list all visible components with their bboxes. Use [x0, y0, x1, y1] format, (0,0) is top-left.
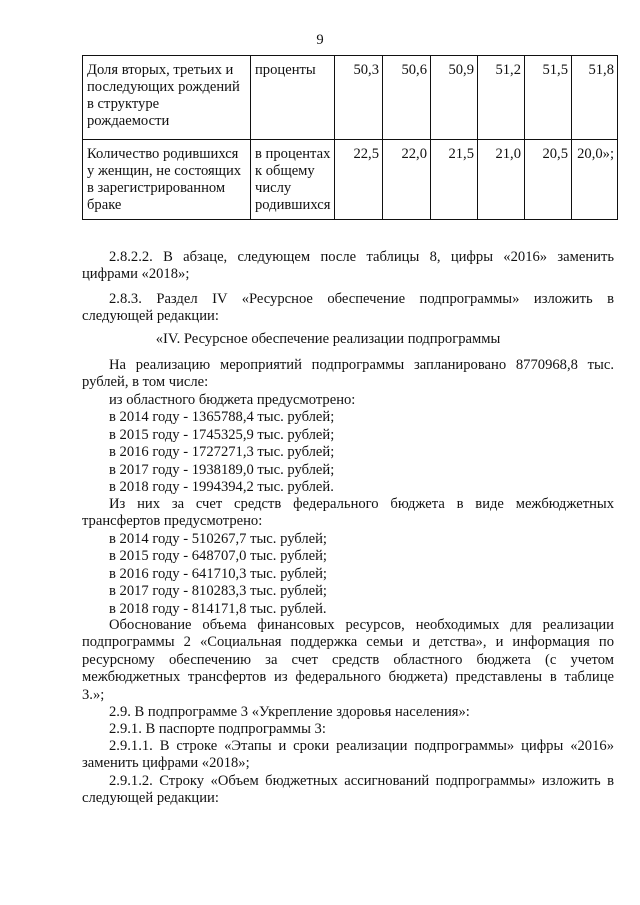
paragraph-2-9-1-2 — [82, 773, 614, 808]
cell-line: проценты — [255, 62, 316, 78]
paragraph-federal — [82, 496, 614, 531]
text-line: 2.9.1.2. Строку «Объем бюджетных ассигнований подпрограммы» изложить в — [109, 773, 614, 789]
list-item: в 2015 году - 648707,0 тыс. рублей; — [109, 548, 327, 565]
list-item: в 2016 году - 1727271,3 тыс. рублей; — [109, 444, 335, 461]
value-cell: 51,2 — [478, 56, 525, 140]
paragraph-2-9-1: 2.9.1. В паспорте подпрограммы 3: — [109, 721, 326, 737]
text-line: следующей редакции: — [82, 790, 219, 807]
text-line: следующей редакции: — [82, 308, 219, 325]
value-cell: 51,5 — [525, 56, 572, 140]
paragraph-2-8-3 — [82, 291, 614, 326]
indicator-cell — [83, 56, 251, 140]
table-row — [83, 56, 618, 140]
value-cell: 50,9 — [431, 56, 478, 140]
text-line: трансфертов предусмотрено: — [82, 513, 263, 530]
text-line: заменить цифрами «2018»; — [82, 755, 250, 772]
text-line: Обоснование объема финансовых ресурсов, необходимых для реализации — [109, 617, 614, 633]
value-cell: 51,8 — [572, 56, 618, 140]
text-line: подпрограммы 2 «Социальная поддержка семьи и детства», и информация по — [82, 634, 614, 651]
value-cell: 50,6 — [383, 56, 431, 140]
text-line: рублей, в том числе: — [82, 374, 209, 391]
cell-line: к общему — [255, 163, 315, 179]
value-cell: 22,5 — [335, 140, 383, 220]
value-cell: 22,0 — [383, 140, 431, 220]
section-heading: «IV. Ресурсное обеспечение реализации подпрограммы — [155, 331, 501, 347]
paragraph-2-9-1-1 — [82, 738, 614, 773]
list-item: в 2018 году - 814171,8 тыс. рублей. — [109, 600, 327, 617]
cell-line: браке — [87, 197, 122, 213]
cell-line: числу — [255, 180, 292, 196]
paragraph-justification — [82, 617, 614, 704]
cell-line: рождаемости — [87, 113, 170, 129]
value-cell: 21,0 — [478, 140, 525, 220]
cell-line: последующих рождений — [87, 79, 240, 95]
text-line: Из них за счет средств федерального бюджета в виде межбюджетных — [109, 496, 614, 512]
text-line: цифрами «2018»; — [82, 266, 190, 283]
value-cell: 21,5 — [431, 140, 478, 220]
cell-line: в процентах — [255, 146, 331, 162]
value-cell: 20,0»; — [572, 140, 618, 220]
table-row — [83, 140, 618, 220]
list-item: в 2017 году - 1938189,0 тыс. рублей; — [109, 461, 335, 478]
list-item: в 2015 году - 1745325,9 тыс. рублей; — [109, 426, 335, 443]
cell-line: в структуре — [87, 96, 160, 112]
text-line: 2.9.1.1. В строке «Этапы и сроки реализации подпрограммы» цифры «2016» — [109, 738, 614, 754]
cell-line: в зарегистрированном — [87, 180, 226, 196]
list-item: в 2014 году - 510267,7 тыс. рублей; — [109, 531, 327, 547]
text-line: ресурсному обеспечению за счет средств областного бюджета (с учетом — [82, 651, 614, 668]
federal-budget-list — [109, 531, 614, 618]
regional-budget-list — [109, 392, 614, 496]
value-cell: 20,5 — [525, 140, 572, 220]
cell-line: Количество родившихся — [87, 146, 239, 162]
text-line: 2.8.2.2. В абзаце, следующем после таблицы 8, цифры «2016» заменить — [109, 249, 614, 265]
page-number: 9 — [316, 32, 324, 48]
cell-line: Доля вторых, третьих и — [87, 62, 234, 78]
unit-cell — [251, 56, 335, 140]
cell-line: родившихся — [255, 197, 331, 213]
text-line: межбюджетных трансфертов из федерального бюджета) представлены в таблице — [82, 669, 614, 686]
indicator-cell — [83, 140, 251, 220]
paragraph-total — [82, 357, 614, 392]
value-cell: 50,3 — [335, 56, 383, 140]
indicator-table — [82, 55, 618, 220]
text-line: На реализацию мероприятий подпрограммы запланировано 8770968,8 тыс. — [109, 357, 614, 373]
paragraph-2-8-2-2 — [82, 249, 614, 284]
paragraph-2-9: 2.9. В подпрограмме 3 «Укрепление здоровья населения»: — [109, 704, 470, 720]
list-item: в 2018 году - 1994394,2 тыс. рублей. — [109, 479, 334, 496]
list-intro: из областного бюджета предусмотрено: — [109, 392, 356, 408]
text-line: 3.»; — [82, 686, 105, 703]
list-item: в 2014 году - 1365788,4 тыс. рублей; — [109, 409, 335, 426]
cell-line: у женщин, не состоящих — [87, 163, 242, 179]
text-line: 2.8.3. Раздел IV «Ресурсное обеспечение подпрограммы» изложить в — [109, 291, 614, 307]
unit-cell — [251, 140, 335, 220]
list-item: в 2017 году - 810283,3 тыс. рублей; — [109, 583, 327, 600]
list-item: в 2016 году - 641710,3 тыс. рублей; — [109, 565, 327, 582]
